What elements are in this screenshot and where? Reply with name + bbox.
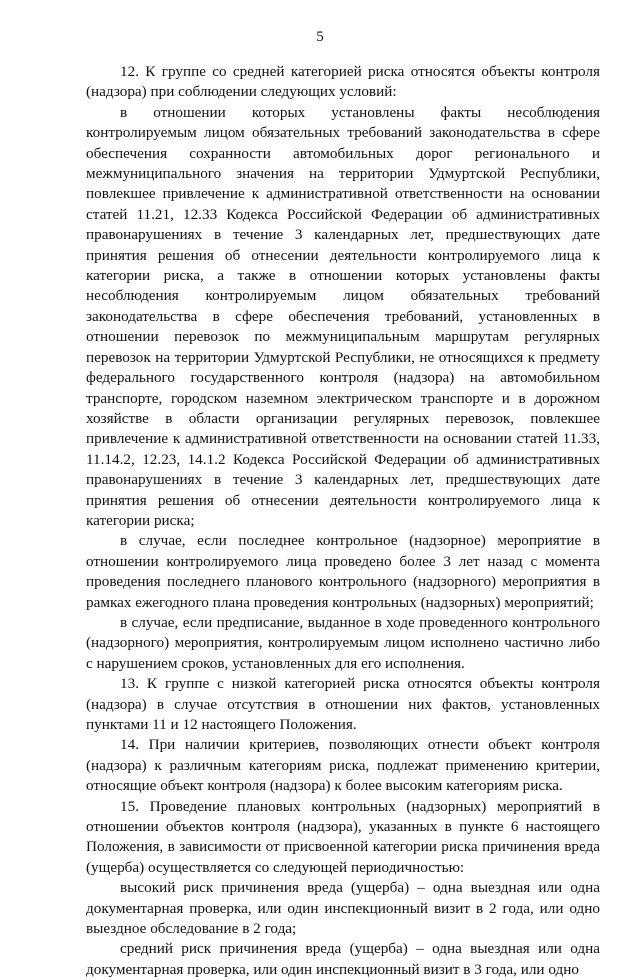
paragraph-15-high-risk: высокий риск причинения вреда (ущерба) – одна выездная или одна документарная проверка, или один инспекционный визит в 2 года, или одно выездное обследование в 2 года; bbox=[86, 879, 600, 938]
paragraph-12-intro: 12. К группе со средней категорией риска относятся объекты контроля (надзора) при соблюдении следующих условий: bbox=[86, 63, 600, 101]
paragraph-12-condition-violations: в отношении которых установлены факты несоблюдения контролируемым лицом обязательных требований законодательства в сфере обеспечения сохранности автомобильных дорог регионального и межмуниципального значения на территории Удмуртской Республики, повлекшее привлечение к административной ответственности на основании статей 11.21, 12.33 Кодекса Российской Федерации об административных правонарушениях в течение 3 календарных лет, предшествующих дате принятия решения об отнесении деятельности контролируемого лица к категории риска, а также в отношении которых установлены факты несоблюдения контролируемым лицом обязательных требований законодательства в сфере обеспечения требований, установленных в отношении перевозок по межмуниципальным маршрутам регулярных перевозок на территории Удмуртской Республики, не относящихся к предмету федерального государственного контроля (надзора) на автомобильном транспорте, городском наземном электрическом транспорте и в дорожном хозяйстве в области организации регулярных перевозок, повлекшее привлечение к административной ответственности на основании статей 11.33, 11.14.2, 12.23, 14.1.2 Кодекса Российской Федерации об административных правонарушениях в течение 3 календарных лет, предшествующих дате принятия решения об отнесении деятельности контролируемого лица к категории риска; bbox=[86, 103, 600, 529]
paragraph-15-intro: 15. Проведение плановых контрольных (надзорных) мероприятий в отношении объектов контроля (надзора), указанных в пункте 6 настоящего Положения, в зависимости от присвоенной категории риска причинения вреда (ущерба) осуществляется со следующей периодичностью: bbox=[86, 797, 600, 876]
paragraph-14: 14. При наличии критериев, позволяющих отнести объект контроля (надзора) к различным категориям риска, подлежат применению критерии, относящие объект контроля (надзора) к более высоким категориям риска. bbox=[86, 736, 600, 795]
paragraph-12-condition-last-inspection: в случае, если последнее контрольное (надзорное) мероприятие в отношении контролируемого лица проведено более 3 лет назад с момента проведения последнего планового контрольного (надзорного) мероприятия в рамках ежегодного плана проведения контрольных (надзорных) мероприятий; bbox=[86, 532, 600, 611]
paragraph-13: 13. К группе с низкой категорией риска относятся объекты контроля (надзора) в случае отсутствия в отношении них фактов, установленных пунктами 11 и 12 настоящего Положения. bbox=[86, 675, 600, 733]
document-body bbox=[86, 62, 600, 980]
paragraph-12-condition-order: в случае, если предписание, выданное в ходе проведенного контрольного (надзорного) мероприятия, контролируемым лицом исполнено частично либо с нарушением сроков, установленных для его исполнения. bbox=[86, 613, 600, 672]
paragraph-15-medium-risk: средний риск причинения вреда (ущерба) – одна выездная или одна документарная проверка, или один инспекционный визит в 3 года, или одно bbox=[86, 940, 600, 978]
page-number: 5 bbox=[316, 29, 324, 45]
